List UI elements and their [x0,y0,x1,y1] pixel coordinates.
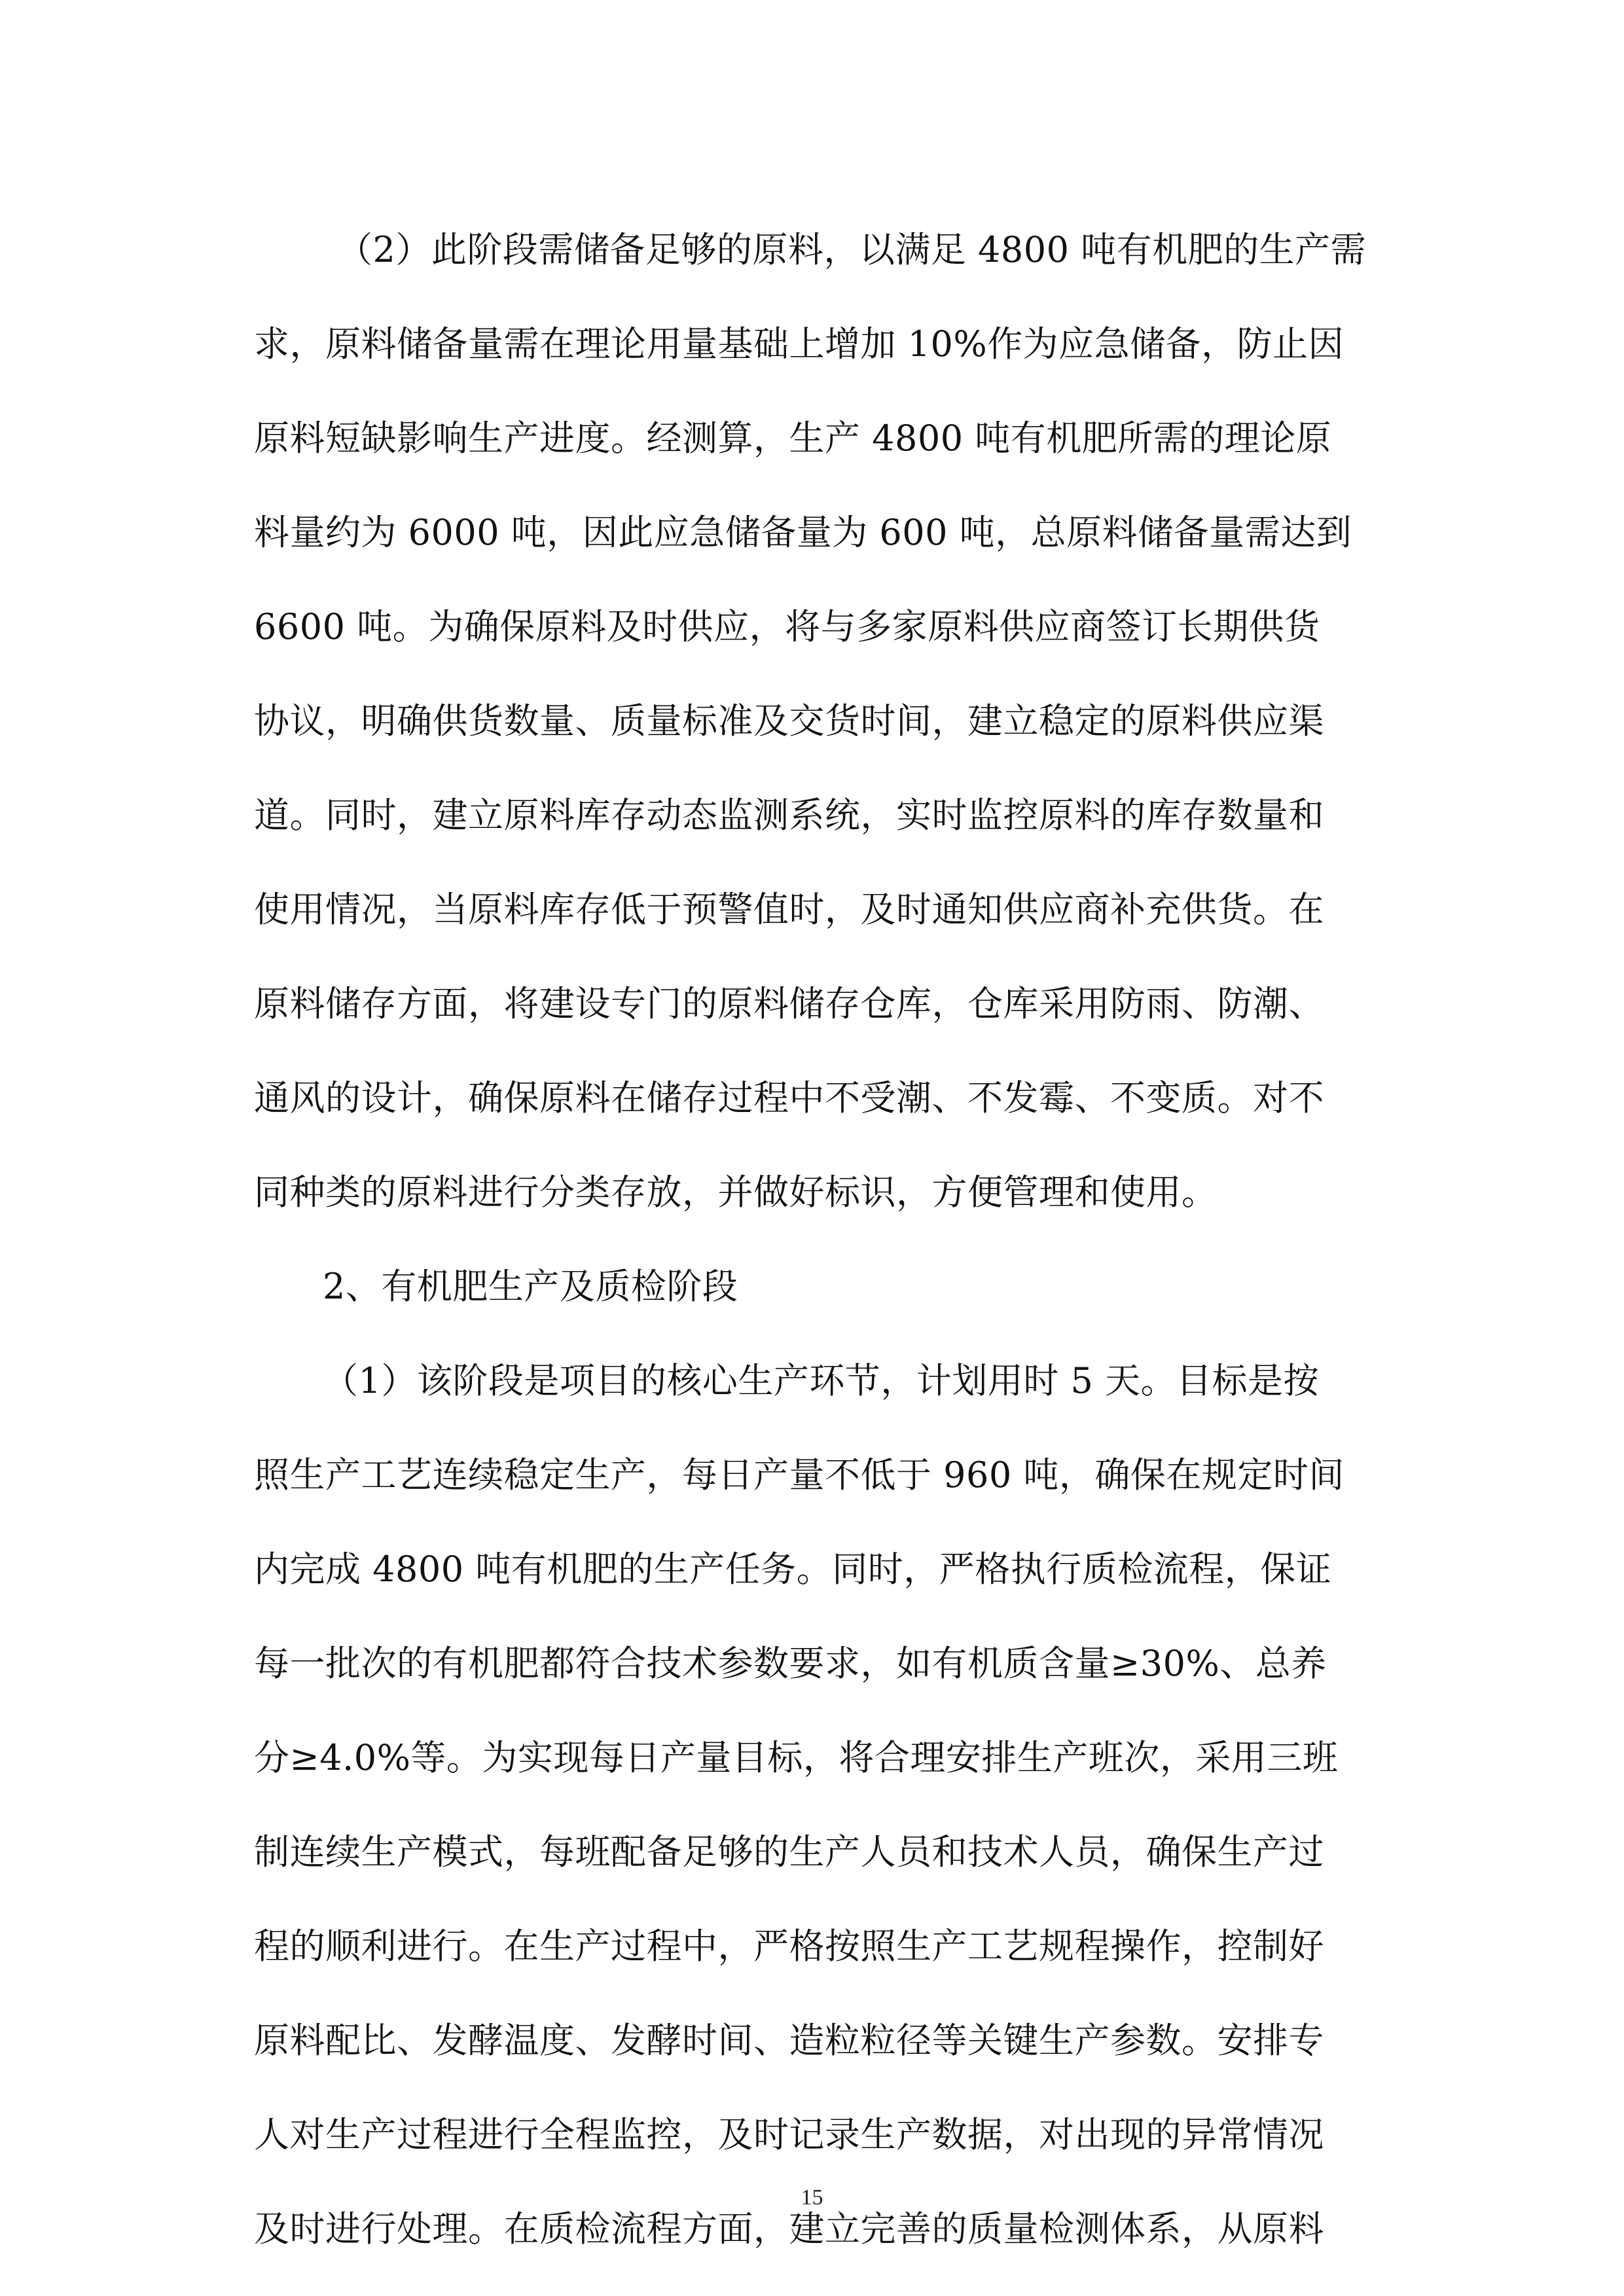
paragraph-line: （2）此阶段需储备足够的原料，以满足 4800 吨有机肥的生产需 [337,229,1367,270]
section-heading: 2、有机肥生产及质检阶段 [323,1266,738,1307]
paragraph-line: 通风的设计，确保原料在储存过程中不受潮、不发霉、不变质。对不 [254,1077,1324,1119]
paragraph-line: 分≥4.0%等。为实现每日产量目标，将合理安排生产班次，采用三班 [254,1737,1339,1778]
body-text [254,203,1390,2276]
paragraph-line: 料量约为 6000 吨，因此应急储备量为 600 吨，总原料储备量需达到 [254,512,1352,553]
paragraph-line: 6600 吨。为确保原料及时供应，将与多家原料供应商签订长期供货 [254,606,1320,647]
paragraph-line: 内完成 4800 吨有机肥的生产任务。同时，严格执行质检流程，保证 [254,1549,1332,1590]
paragraph-line: （1）该阶段是项目的核心生产环节，计划用时 5 天。目标是按 [323,1360,1320,1401]
paragraph-line: 程的顺利进行。在生产过程中，严格按照生产工艺规程操作，控制好 [254,1926,1324,1967]
paragraph-line: 照生产工艺连续稳定生产，每日产量不低于 960 吨，确保在规定时间 [254,1454,1344,1496]
paragraph-line: 及时进行处理。在质检流程方面，建立完善的质量检测体系，从原料 [254,2208,1324,2250]
paragraph-line: 使用情况，当原料库存低于预警值时，及时通知供应商补充供货。在 [254,889,1324,930]
paragraph-line: 道。同时，建立原料库存动态监测系统，实时监控原料的库存数量和 [254,795,1324,836]
paragraph-line: 每一批次的有机肥都符合技术参数要求，如有机质含量≥30%、总养 [254,1643,1327,1684]
paragraph-line: 原料储存方面，将建设专门的原料储存仓库，仓库采用防雨、防潮、 [254,983,1324,1024]
paragraph-line: 原料短缺影响生产进度。经测算，生产 4800 吨有机肥所需的理论原 [254,418,1332,459]
paragraph-line: 求，原料储备量需在理论用量基础上增加 10%作为应急储备，防止因 [254,323,1344,365]
paragraph-line: 人对生产过程进行全程监控，及时记录生产数据，对出现的异常情况 [254,2114,1324,2155]
paragraph-line: 同种类的原料进行分类存放，并做好标识，方便管理和使用。 [254,1172,1218,1213]
paragraph-line: 协议，明确供货数量、质量标准及交货时间，建立稳定的原料供应渠 [254,700,1324,742]
paragraph-line: 原料配比、发酵温度、发酵时间、造粒粒径等关键生产参数。安排专 [254,2020,1324,2061]
paragraph-line: 制连续生产模式，每班配备足够的生产人员和技术人员，确保生产过 [254,1831,1324,1873]
page-number: 15 [801,2185,823,2210]
